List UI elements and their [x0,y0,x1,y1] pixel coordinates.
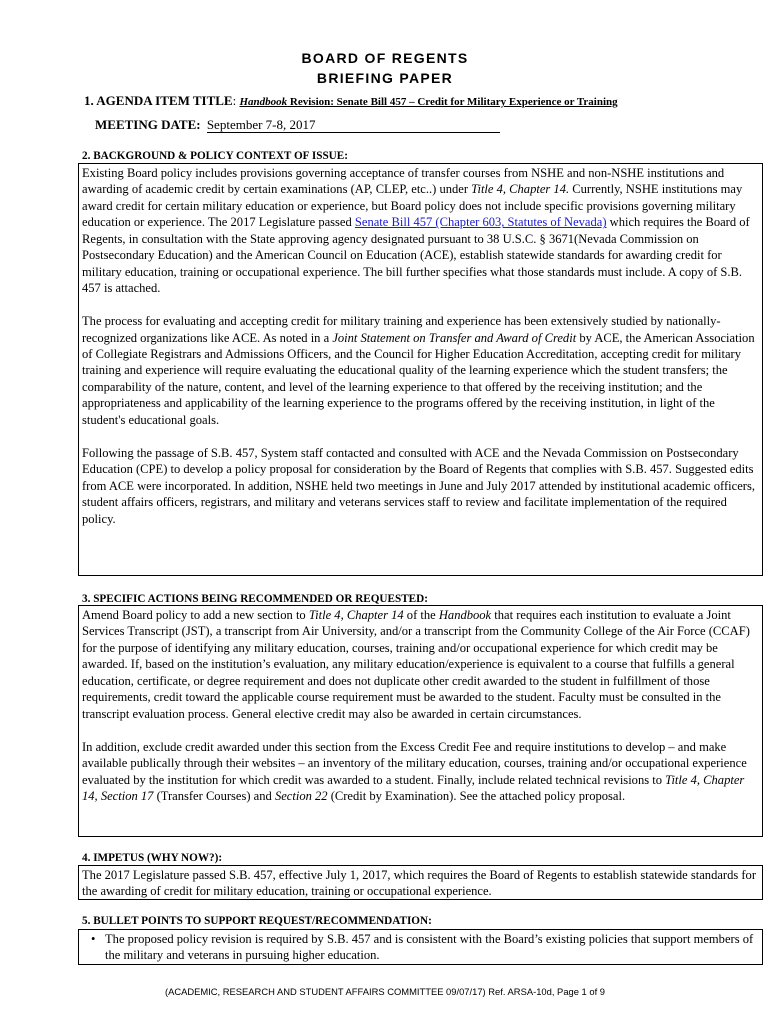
bullet-text: The proposed policy revision is required by S.B. 457 and is consistent with the Board’s existing policies that support members of the military and veterans in pursuing higher education. [105,932,754,963]
section-2-paragraph-2: The process for evaluating and accepting credit for military training and experience has been extensively studied by nationally-recognized organizations like ACE. As noted in a Joint Statement on Transfer and Award of Credit by ACE, the American Association of Collegiate Registrars and Admissions Officers, and the Council for Higher Education Accreditation, accepting credit for military training and experience will require evaluating the educational quality of the learning experience which the student transfers; the comparability of the nature, content, and level of the learning experience to that offered by the receiving institution; and the appropriateness and applicability of the learning experience to the programs offered by the receiving institution, in light of the student's educational goals. [82,314,755,427]
document-subtitle: BRIEFING PAPER [316,70,454,86]
list-item [82,931,756,964]
section-5-heading: 5. BULLET POINTS TO SUPPORT REQUEST/RECOMMENDATION: [82,915,432,927]
agenda-colon: : [232,93,237,108]
section-5-box [78,929,763,965]
agenda-title-text: Revision: Senate Bill 457 – Credit for Military Experience or Training [287,96,618,108]
page-footer: (ACADEMIC, RESEARCH AND STUDENT AFFAIRS COMMITTEE 09/07/17) Ref. ARSA-10d, Page 1 of 9 [164,986,606,997]
agenda-label: AGENDA ITEM TITLE [96,93,233,108]
section-2-box [78,163,763,576]
section-4-text: The 2017 Legislature passed S.B. 457, effective July 1, 2017, which requires the Board of Regents to establish statewide standards for the awarding of credit for military education, training or occupational experience. [82,868,757,899]
bullet-list [82,931,756,964]
agenda-item-title [84,93,764,109]
section-2-paragraph-3: Following the passage of S.B. 457, System staff contacted and consulted with ACE and the Nevada Commission on Postsecondary Education (CPE) to develop a policy proposal for consideration by the Board of Regents that complies with S.B. 457. Suggested edits from ACE were incorporated. In addition, NSHE held two meetings in June and July 2017 attended by institutional academic officers, student affairs officers, registrars, and military and veterans services staff to review and facilitate implementation of the required policy. [82,445,755,526]
meeting-date-value: September 7-8, 2017 [207,118,500,133]
section-3-box [78,605,763,837]
section-3-paragraph-2: In addition, exclude credit awarded under this section from the Excess Credit Fee and require institutions to develop – and make available publically through their websites – an inventory of the military education, courses, training and/or occupational experience evaluated by the institution for which credit was awarded to a student. Finally, include related technical revisions to Title 4, Chapter 14, Section 17 (Transfer Courses) and Section 22 (Credit by Examination). See the attached policy proposal. [82,739,747,804]
section-4-box [78,865,763,900]
section-2-paragraph-1: Existing Board policy includes provisions governing acceptance of transfer courses from NSHE and non-NSHE institutions and awarding of academic credit by certain examinations (AP, CLEP, etc..) under Title 4, Chapter 14. Currently, NSHE institutions may award credit for certain military education or experience, but Board policy does not include specific provisions governing military education or experience. The 2017 Legislature passed Senate Bill 457 (Chapter 603, Statutes of Nevada) which requires the Board of Regents, in consultation with the State approving agency designated pursuant to 38 U.S.C. § 3671(Nevada Commission on Postsecondary Education) and the American Council on Education (ACE), establish statewide standards for awarding credit for military education, training or occupational experience. The bill further specifies what those standards must include. A copy of S.B. 457 is attached. [82,166,750,296]
bullet-symbol: • [91,932,96,946]
section-3-heading: 3. SPECIFIC ACTIONS BEING RECOMMENDED OR REQUESTED: [82,593,428,605]
section-2-heading: 2. BACKGROUND & POLICY CONTEXT OF ISSUE: [82,150,348,162]
meeting-date-row [95,117,500,133]
document-title: BOARD OF REGENTS [301,50,469,66]
section-4-heading: 4. IMPETUS (WHY NOW?): [82,852,223,864]
section-3-paragraph-1: Amend Board policy to add a new section to Title 4, Chapter 14 of the Handbook that requires each institution to evaluate a Joint Services Transcript (JST), a transcript from Air University, and/or a transcript from the Community College of the Air Force (CCAF) for the purpose of identifying any military education, courses, training and/or occupational experience for which credit may be awarded. If, based on the institution’s evaluation, any military education/experience is equivalent to a course that fulfills a general education, certificate, or degree requirement and does not duplicate other credit awarded to the student in fulfillment of those requirements, credit toward the applicable course requirement must be awarded to the student. Faculty must be consulted in the transcript evaluation process. General elective credit may also be awarded in certain circumstances. [82,608,750,721]
agenda-number: 1. [84,93,94,108]
agenda-handbook: Handbook [239,96,288,108]
meeting-date-label: MEETING DATE: [95,117,201,132]
senate-bill-457-link[interactable]: Senate Bill 457 (Chapter 603, Statutes of Nevada) [354,215,607,230]
